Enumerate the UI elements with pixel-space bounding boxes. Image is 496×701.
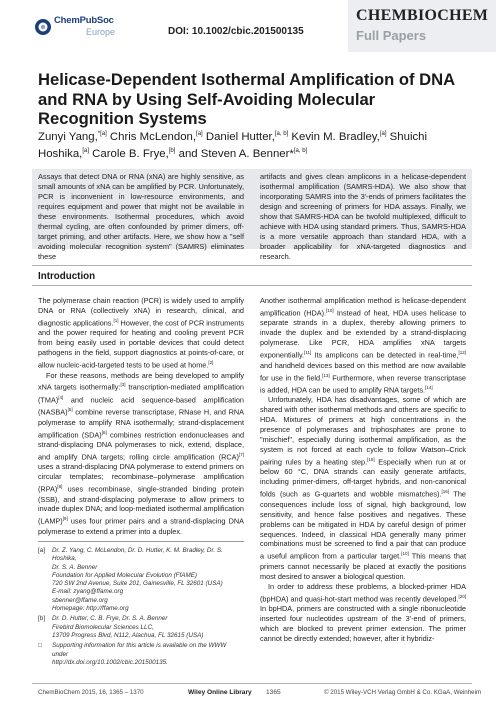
author-affiliation-mark: [a] [82,148,89,155]
author-name: Daniel Hutter, [205,130,275,143]
author-affiliation-mark: [b] [168,148,176,155]
abstract-left: Assays that detect DNA or RNA (xNA) are highly sensitive, as small amounts of xNA can be amplified by PCR. Unfortunately, PCR is inconvenient in low-resource environments, and requires equipment and power that might not be available in these environments. Isothermal procedures, which avoid thermal cycling, are often confounded by primer dimers, off-target priming, and other artifacts. Here, we show how a "self avoiding molecular recognition system" (SAMRS) eliminates these [38,172,244,262]
affiliation-label: [b] [38,615,46,623]
right-column [260,296,466,644]
footer-citation: ChemBioChem 2015, 16, 1365 – 1370 [38,689,144,696]
article-title: Helicase-Dependent Isothermal Amplification of DNA and RNA by Using Self-Avoiding Molecular Recognition Systems [38,70,455,128]
paragraph: The polymerase chain reaction (PCR) is widely used to amplify DNA or RNA (collectively xNA) in research, clinical, and diagnostic applications.[1] However, the cost of PCR instruments and the power required for heating and cooling prevent PCR from being easily used in portable devices that could detect pathogens in the field, support diagnostics at points-of-care, or allow nucleic-acid-targeted tests to be used at home.[2] [38,296,244,370]
affiliation-label: [a] [38,547,46,554]
citation-mark: [3] [120,382,126,388]
divider [32,285,472,286]
affiliation-text: Dr. Z. Yang, C. McLendon, Dr. D. Hutter, K. M. Bradley, Dr. S. Hoshika, Dr. S. A. Benner Foundation for Applied Molecular Evolution (FfAME) 720 SW 2nd Avenue, Suite 201, Gainesville, FL 32601 (USA) E-mail: zyang@ffame.org sbenner@ffame.org Homepage: http://ffame.org [52,547,223,613]
author-affiliation-mark: [a] [379,131,387,137]
abstract [32,169,472,262]
citation-mark: [14] [425,384,433,390]
author-name: and Steven A. Benner* [178,148,294,161]
footer-publisher: Wiley Online Library [188,689,252,696]
section-label: Full Papers [356,28,427,43]
footer-rule [32,683,472,684]
citation-mark: [15] [367,456,375,462]
citation-mark: [20] [458,593,466,599]
affiliations [38,547,244,667]
left-column [38,296,244,537]
section-heading: Introduction [38,271,96,282]
affiliation-text: Supporting information for this article is available on the WWW under http://dx.doi.org/10.1002/cbic.201500135. [52,642,227,666]
author-affiliation-mark: *[a] [97,131,107,137]
footer-copyright: © 2015 Wiley-VCH Verlag GmbH & Co. KGaA, Weinheim [324,689,482,696]
citation-mark: [4] [58,394,64,400]
author-name: Shuichi Hoshika, [38,130,428,161]
author-affiliation-mark: [a, b] [293,148,308,155]
citation-mark: [6] [101,429,107,435]
journal-name: CHEMBIOCHEM [356,7,489,24]
author-name: Zunyi Yang, [38,130,98,143]
author-name: Kevin M. Bradley, [291,130,380,143]
citation-mark: [7] [238,451,244,457]
footnote-rule [38,541,244,542]
chempubsoc-logo-icon [34,18,52,36]
citation-mark: [9] [62,516,68,522]
page-number: 1365 [266,689,281,696]
citation-mark: [13] [322,372,330,378]
affiliation-entry [38,547,244,613]
paragraph: In order to address these problems, a blocked-primer HDA (bpHDA) and quasi-hot-start method was recently developed.[20] In bpHDA, primers are constructed with a single ribonucleotide inserted four nucleotides upstream of the 3'-end of primers, which are blocked to prevent primer extension. The primer cannot be directly extended; however, after it hybridiz- [260,581,466,643]
publisher-name: ChemPubSoc [54,15,114,26]
author-affiliation-mark: [a] [196,131,203,137]
citation-mark: [11] [304,350,312,356]
citation-mark: [8] [57,484,63,490]
affiliation-entry [38,615,244,640]
citation-mark: [12] [458,350,466,356]
citation-mark: [2] [208,360,214,366]
publisher-logo [34,15,130,41]
citation-mark: [10] [401,551,409,557]
citation-mark: [10] [326,307,334,313]
paragraph: Unfortunately, HDA has disadvantages, some of which are shared with other isothermal methods and others are specific to HDA. Mixtures of primers at high concentrations in the presence of polymerases and triphosphates are prone to "mischief", especially during isothermal amplification, as the system is not forced at each cycle to follow Watson–Crick pairing rules by a heating step.[15] Especially when run at or below 60 °C, DNA strands can easily generate artifacts, including primer-dimers, off-target hybrids, and non-canonical folds (such as G-quartets and wobble mismatches).[16] The consequences include loss of signal, high background, low sensitivity, and hence false positives and negatives. These problems can be mitigated in HDA by careful design of primer sequences. Indeed, in classical HDA generally many primer combinations must be screened to find a pair that can produce a useful amplicon from a particular target.[10] This means that primers cannot necessarily be placed at exactly the positions most desired to answer a biological question. [260,395,467,581]
affiliation-text: Dr. D. Hutter, C. B. Frye, Dr. S. A. Benner Firebird Biomolecular Sciences LLC, 13709 Progress Blvd, N112, Alachua, FL 32615 (USA) [52,615,204,639]
abstract-right: artifacts and gives clean amplicons in a helicase-dependent isothermal amplification (SAMRS-HDA). We also show that incorporating SAMRS into the 3'-ends of primers facilitates the design and screening of primers for HDA assays. Finally, we show that SAMRS-HDA can be twofold multiplexed, difficult to achieve with HDA using standard primers. Thus, SAMRS-HDA is a more versatile approach than standard HDA, with a broader applicability for xNA-targeted diagnostics and research. [260,172,466,262]
journal-banner [348,0,496,52]
author-list [38,127,468,162]
paragraph: Another isothermal amplification method is helicase-dependent amplification (HDA).[10] Instead of heat, HDA uses helicase to separate strands in a duplex, thereby allowing primers to invade the duplex and be extended by a strand-displacing polymerase. Like PCR, HDA amplifies xNA targets exponentially.[11] Its amplicons can be detected in real-time,[12] and handheld devices based on this method are now available for use in the field.[13] Furthermore, when reverse transcriptase is added, HDA can be used to amplify RNA targets.[14] [260,296,466,395]
author-affiliation-mark: [a, b] [274,131,289,137]
divider [32,265,472,266]
citation-mark: [5] [67,407,73,413]
paragraph: For these reasons, methods are being developed to amplify xNA targets isothermally:[3] transcription-mediated amplification (TMA)[4] and nucleic acid sequence-based amplification (NASBA)[5] combine reverse transcriptase, RNase H, and RNA polymerase to amplify RNA isothermally; strand-displacement amplification (SDA)[6] combines restriction endonucleases and strand-displacing DNA polymerases to nick, extend, displace, and amplify DNA targets; rolling circle amplification (RCA)[7] uses a strand-displacing DNA polymerase to extend primers on circular templates; recombinase–polymerase amplification (RPA)[8] uses recombinase, single-stranded binding protein (SSB), and strand-displacing polymerase to allow primers to invade duplex DNA; and loop-mediated isothermal amplification (LAMP)[9] uses four primer pairs and a strand-displacing DNA polymerase to extend a primer into a duplex. [38,370,245,536]
citation-mark: [16] [441,489,449,495]
publisher-region: Europe [86,27,116,37]
affiliation-label: □ [38,642,42,650]
author-name: Carole B. Frye, [92,148,169,161]
doi: DOI: 10.1002/cbic.201500135 [168,26,304,37]
citation-mark: [1] [113,317,119,323]
affiliation-entry [38,642,244,667]
author-name: Chris McLendon, [109,130,197,143]
